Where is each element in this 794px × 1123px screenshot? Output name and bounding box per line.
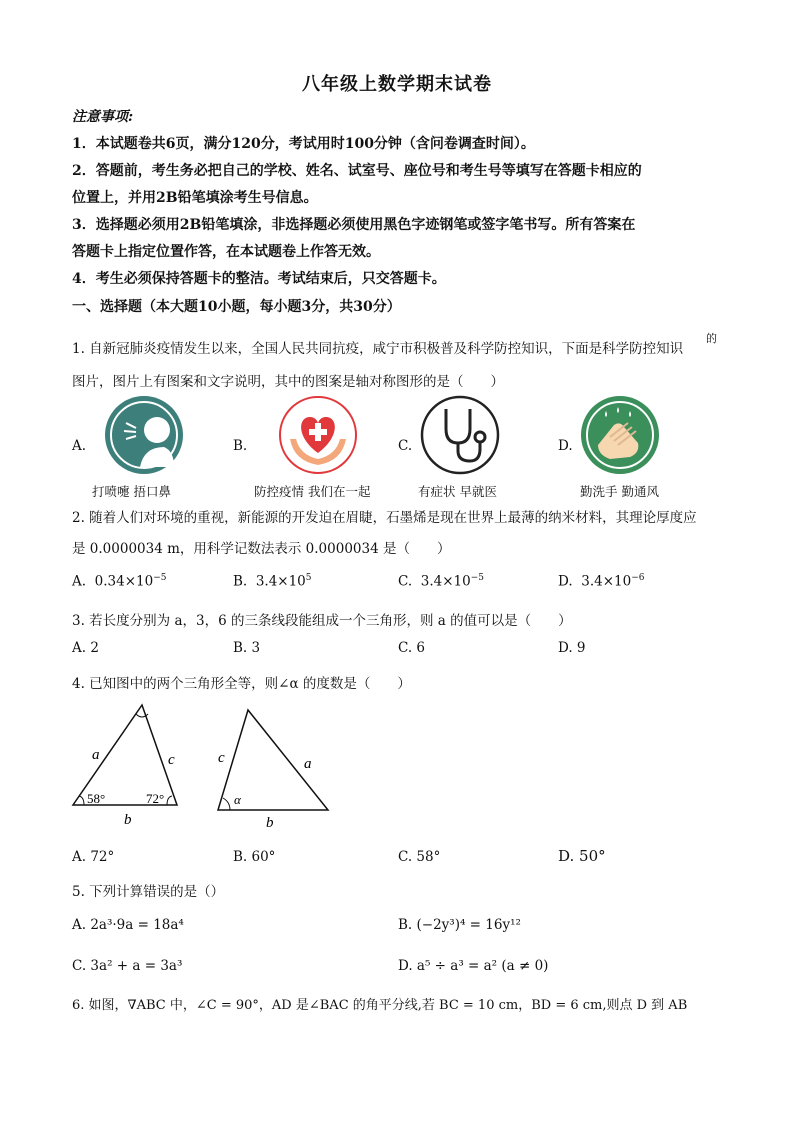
heart-hands-icon xyxy=(278,395,358,475)
question-6-line1: 6. 如图，∇ABC 中，∠C = 90°，AD 是∠BAC 的角平分线,若 BC = 10 cm，BD = 6 cm,则点 D 到 AB xyxy=(72,998,688,1013)
q3-option-d: D. 9 xyxy=(558,640,586,656)
option-c-letter: C. xyxy=(398,438,413,454)
option-b-caption: 防控疫情 我们在一起 xyxy=(254,484,371,499)
note-item: 4．考生必须保持答题卡的整洁。考试结束后，只交答题卡。 xyxy=(72,271,446,287)
q4-option-b: B. 60° xyxy=(233,849,276,865)
q3-option-c: C. 6 xyxy=(398,640,426,656)
q5-option-c: C. 3a² + a = 3a³ xyxy=(72,958,183,974)
tri1-label-c: c xyxy=(168,752,175,768)
question-1-line2: 图片，图片上有图案和文字说明，其中的图案是轴对称图形的是（ ） xyxy=(72,374,504,390)
q2-option-a: A. $0.34\times 10^{-5}$ xyxy=(72,573,167,590)
triangle-1-figure xyxy=(70,700,190,830)
question-2-line2: 是 0.0000034 m，用科学记数法表示 0.0000034 是（ ） xyxy=(72,541,451,557)
option-c-caption: 有症状 早就医 xyxy=(418,484,497,499)
notes-heading: 注意事项: xyxy=(72,109,134,125)
page-title: 八年级上数学期末试卷 xyxy=(302,74,492,95)
question-5-line1: 5. 下列计算错误的是（） xyxy=(72,884,225,900)
note-item: 3．选择题必须用2B铅笔填涂，非选择题必须使用黑色字迹钢笔或签字笔书写。所有答案在 xyxy=(72,217,636,233)
question-3-line1: 3. 若长度分别为 a，3，6 的三条线段能组成一个三角形，则 a 的值可以是（ ） xyxy=(72,613,572,629)
q3-option-b: B. 3 xyxy=(233,640,261,656)
sneeze-icon xyxy=(104,395,184,475)
section-heading: 一、选择题（本大题10小题，每小题3分，共30分） xyxy=(72,299,401,315)
tri1-angle-72: 72° xyxy=(146,791,165,806)
note-item: 1．本试题卷共6页，满分120分，考试用时100分钟（含问卷调查时间）。 xyxy=(72,136,535,152)
tri2-label-alpha: α xyxy=(234,792,241,807)
note-item: 位置上，并用2B铅笔填涂考生号信息。 xyxy=(72,190,318,206)
q4-option-d: D. 50° xyxy=(558,847,606,865)
option-a-caption: 打喷嚏 捂口鼻 xyxy=(92,484,171,499)
question-4-line1: 4. 已知图中的两个三角形全等，则∠α 的度数是（ ） xyxy=(72,676,411,692)
q2-option-c: C. $3.4\times 10^{-5}$ xyxy=(398,573,484,590)
q4-option-c: C. 58° xyxy=(398,849,441,865)
question-1-line1: 1. 自新冠肺炎疫情发生以来，全国人民共同抗疫，咸宁市积极普及科学防控知识，下面是科学防控知识 xyxy=(72,341,684,357)
q2-option-b: B. $3.4\times 10^5$ xyxy=(233,573,312,590)
stethoscope-icon xyxy=(420,395,500,475)
tri2-label-b: b xyxy=(266,815,274,830)
tri1-angle-58: 58° xyxy=(87,791,106,806)
q4-option-a: A. 72° xyxy=(72,849,115,865)
tri2-label-c: c xyxy=(218,750,225,766)
tri1-label-b: b xyxy=(124,812,132,828)
q2-option-d: D. $3.4\times 10^{-6}$ xyxy=(558,573,645,590)
tri2-label-a: a xyxy=(304,756,312,772)
handwash-icon xyxy=(580,395,660,475)
option-a-letter: A. xyxy=(72,438,87,454)
q5-option-a: A. 2a³·9a = 18a⁴ xyxy=(72,917,184,933)
question-1-tail: 的 xyxy=(706,332,717,345)
question-2-line1: 2. 随着人们对环境的重视，新能源的开发迫在眉睫，石墨烯是现在世界上最薄的纳米材料，其理论厚度应 xyxy=(72,510,697,526)
q5-option-d: D. a⁵ ÷ a³ = a² (a ≠ 0) xyxy=(398,958,549,974)
triangle-2-figure xyxy=(210,700,340,830)
q5-option-b: B. (−2y³)⁴ = 16y¹² xyxy=(398,917,521,933)
note-item: 2．答题前，考生务必把自己的学校、姓名、试室号、座位号和考生号等填写在答题卡相应的 xyxy=(72,163,642,179)
q3-option-a: A. 2 xyxy=(72,640,99,656)
tri1-label-a: a xyxy=(92,747,100,763)
note-item: 答题卡上指定位置作答，在本试题卷上作答无效。 xyxy=(72,244,380,260)
option-d-letter: D. xyxy=(558,438,573,454)
option-b-letter: B. xyxy=(233,438,248,454)
option-d-caption: 勤洗手 勤通风 xyxy=(580,484,659,499)
